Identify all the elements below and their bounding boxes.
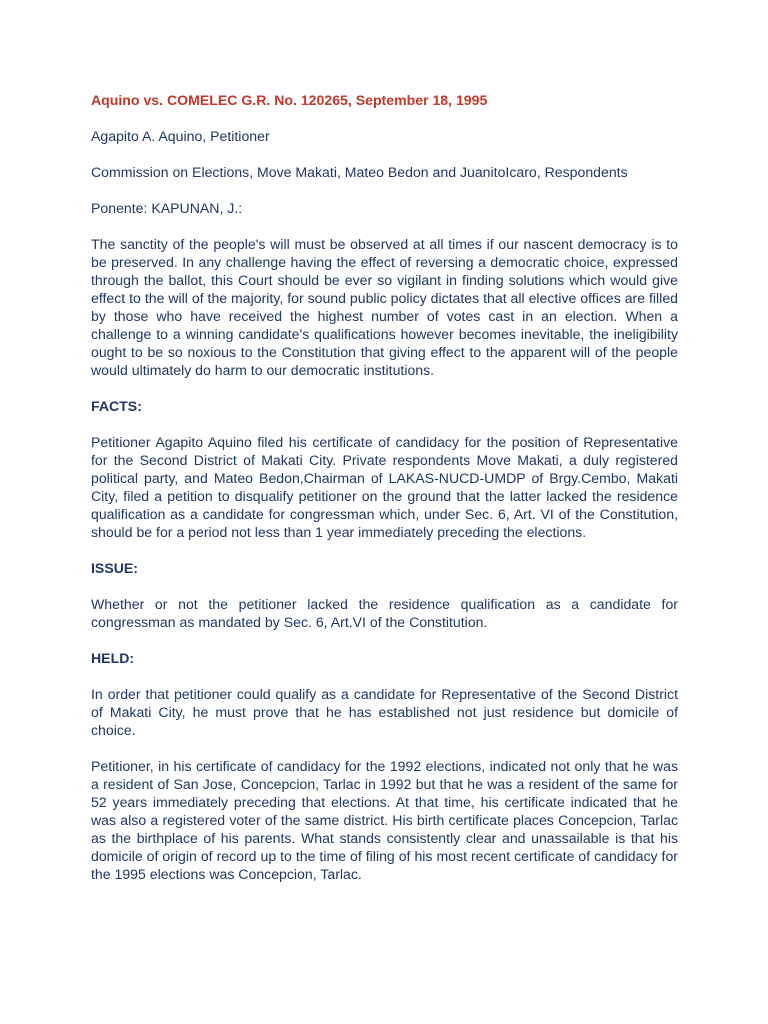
issue-paragraph: Whether or not the petitioner lacked the residence qualification as a candidate for congressman as mandated by Sec. 6, Art.VI of the Constitution. xyxy=(91,596,678,630)
document-title: Aquino vs. COMELEC G.R. No. 120265, September 18, 1995 xyxy=(91,92,488,108)
ponente-line: Ponente: KAPUNAN, J.: xyxy=(91,200,243,216)
issue-heading: ISSUE: xyxy=(91,560,138,576)
facts-heading: FACTS: xyxy=(91,398,142,414)
document-page xyxy=(91,91,678,901)
held-paragraph-1: In order that petitioner could qualify as a candidate for Representative of the Second District of Makati City, he must prove that he has established not just residence but domicile of choice. xyxy=(91,686,678,738)
held-paragraph-2: Petitioner, in his certificate of candidacy for the 1992 elections, indicated not only that he was a resident of San Jose, Concepcion, Tarlac in 1992 but that he was a resident of the same for 52 years immediately preceding that elections. At that time, his certificate indicated that he was also a registered voter of the same district. His birth certificate places Concepcion, Tarlac as the birthplace of his parents. What stands consistently clear and unassailable is that his domicile of origin of record up to the time of filing of his most recent certificate of candidacy for the 1995 elections was Concepcion, Tarlac. xyxy=(91,758,678,882)
intro-paragraph: The sanctity of the people's will must be observed at all times if our nascent democracy is to be preserved. In any challenge having the effect of reversing a democratic choice, expressed through the ballot, this Court should be ever so vigilant in finding solutions which would give effect to the will of the majority, for sound public policy dictates that all elective offices are filled by those who have received the highest number of votes cast in an election. When a challenge to a winning candidate's qualifications however becomes inevitable, the ineligibility ought to be so noxious to the Constitution that giving effect to the apparent will of the people would ultimately do harm to our democratic institutions. xyxy=(91,236,678,378)
facts-paragraph: Petitioner Agapito Aquino filed his certificate of candidacy for the position of Representative for the Second District of Makati City. Private respondents Move Makati, a duly registered political party, and Mateo Bedon,Chairman of LAKAS-NUCD-UMDP of Brgy.Cembo, Makati City, filed a petition to disqualify petitioner on the ground that the latter lacked the residence qualification as a candidate for congressman which, under Sec. 6, Art. VI of the Constitution, should be for a period not less than 1 year immediately preceding the elections. xyxy=(91,434,678,540)
respondents-line: Commission on Elections, Move Makati, Mateo Bedon and JuanitoIcaro, Respondents xyxy=(91,164,628,180)
petitioner-line: Agapito A. Aquino, Petitioner xyxy=(91,128,270,144)
held-heading: HELD: xyxy=(91,650,135,666)
